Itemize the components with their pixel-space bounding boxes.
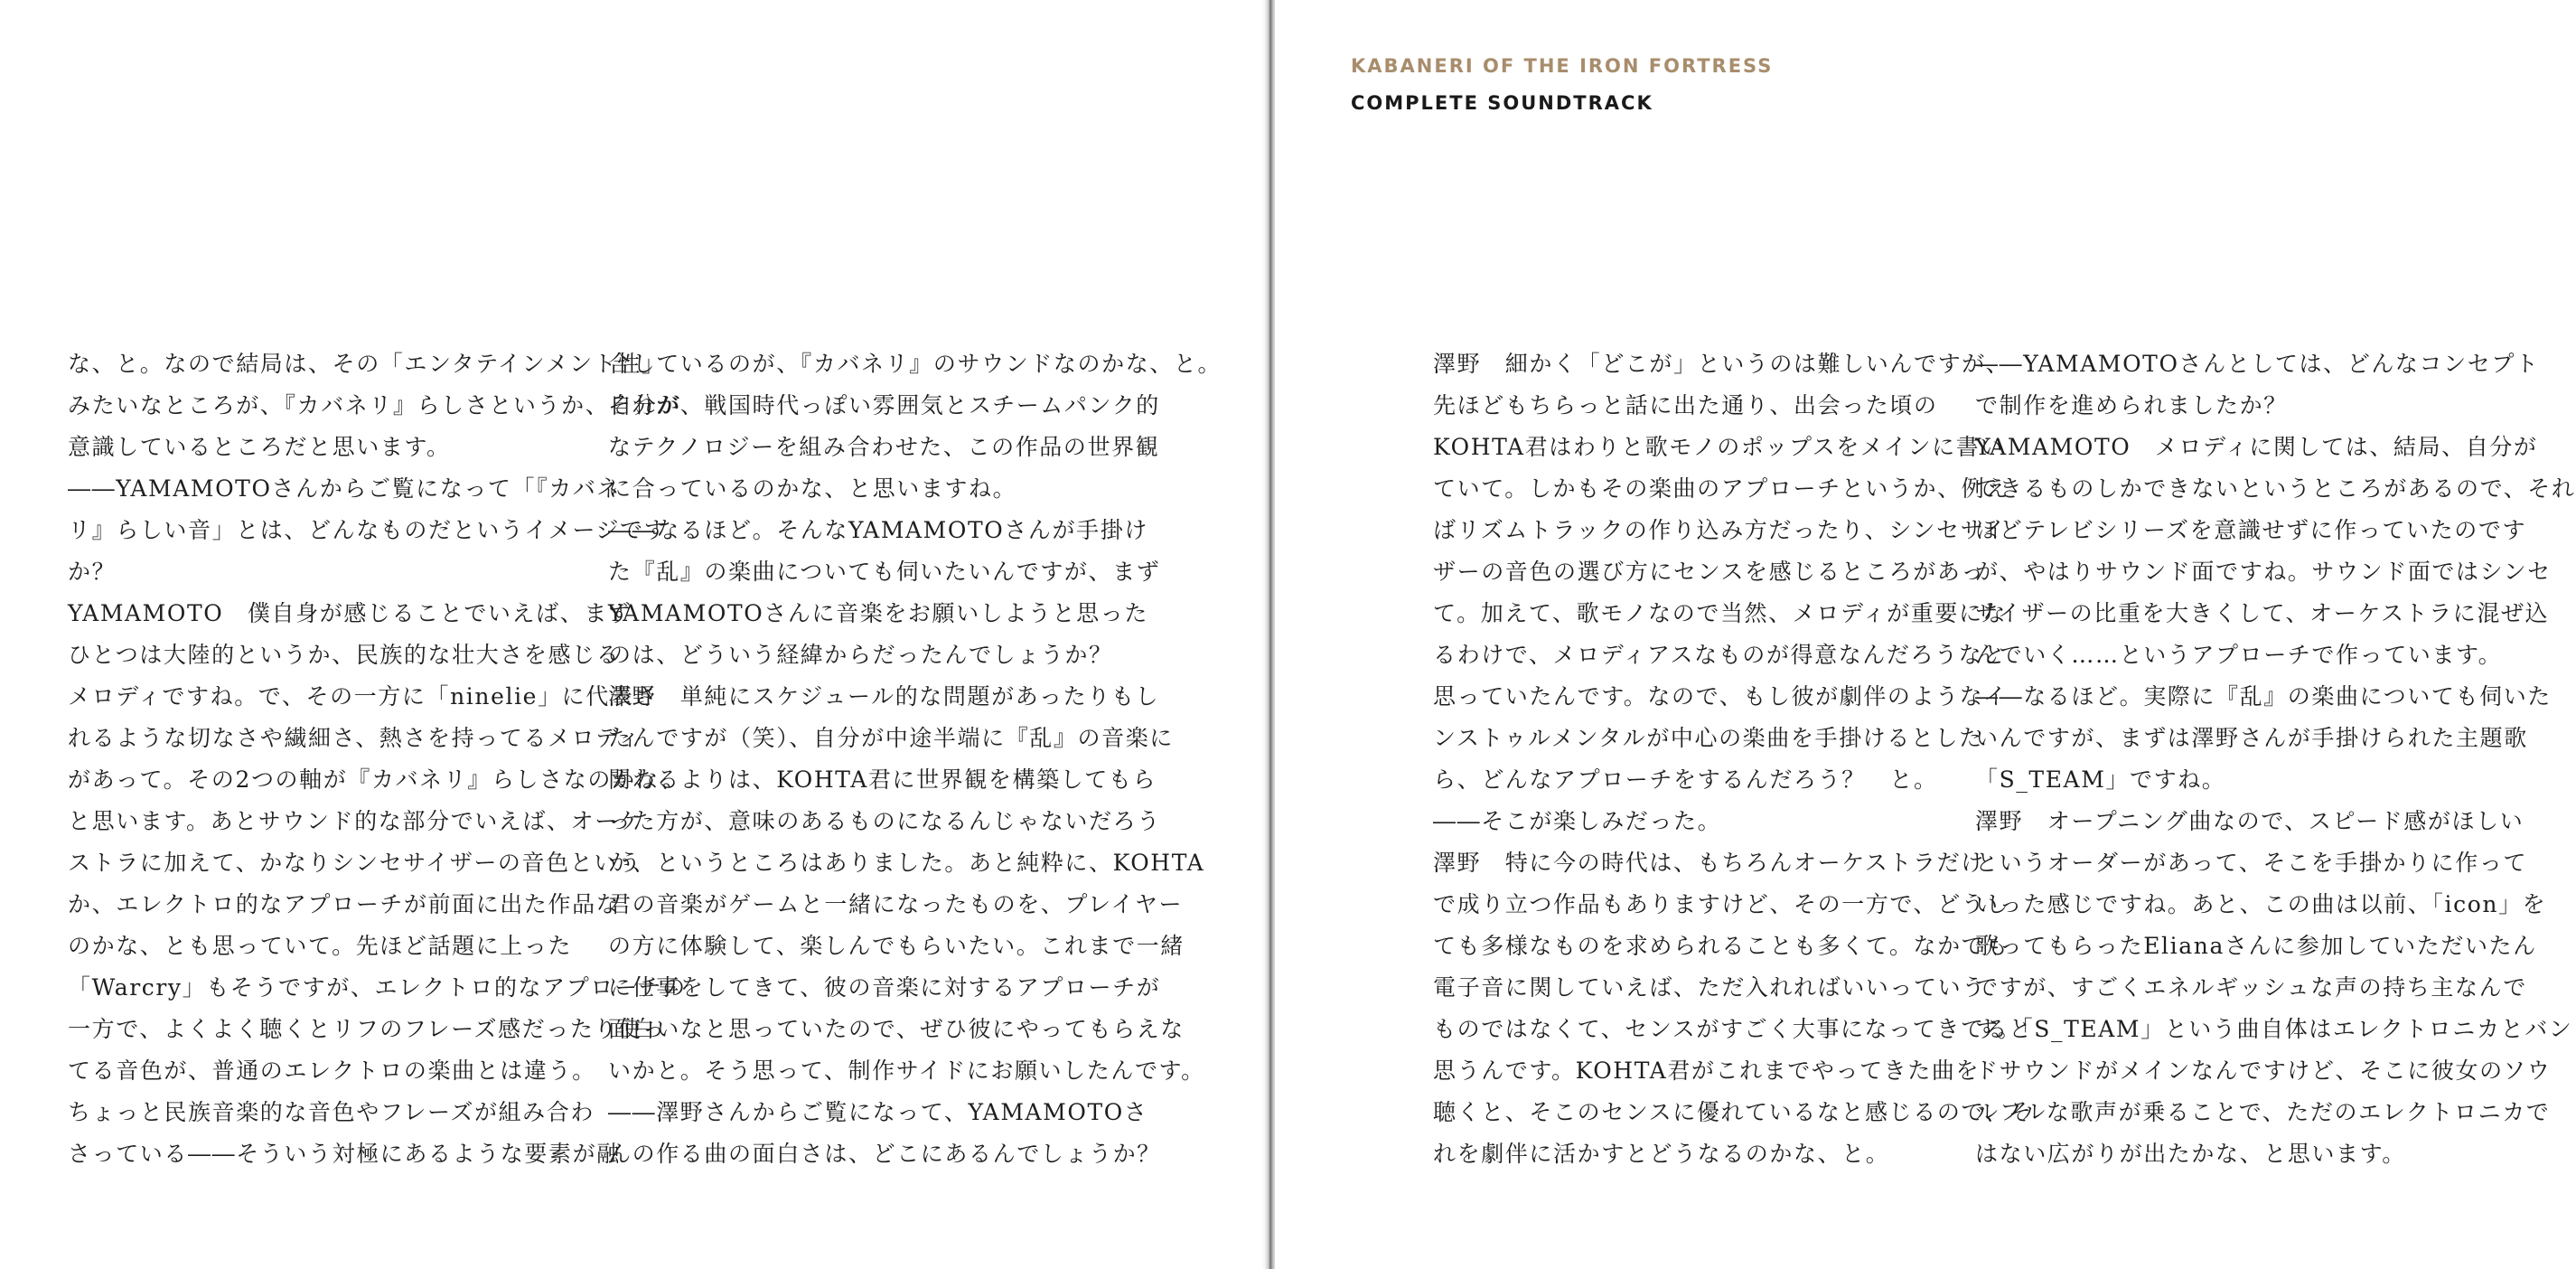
- text-line: 思うんです。KOHTA君がこれまでやってきた曲を: [1433, 1058, 1981, 1084]
- text-line: サイザーの比重を大きくして、オーケストラに混ぜ込: [1975, 600, 2550, 626]
- text-line: ンストゥルメンタルが中心の楽曲を手掛けるとした: [1433, 725, 1983, 751]
- text-line: たんですが（笑）、自分が中途半端に『乱』の音楽に: [608, 725, 1174, 751]
- text-line: 澤野 特に今の時代は、もちろんオーケストラだけ: [1433, 850, 1985, 876]
- text-line: 電子音に関していえば、ただ入れればいいっていう: [1433, 974, 1986, 1001]
- text-line: てる音色が、普通のエレクトロの楽曲とは違う。: [68, 1058, 596, 1084]
- text-line: な、と。なので結局は、その「エンタテインメント性」: [68, 351, 666, 377]
- text-line: 先ほどもちらっと話に出た通り、出会った頃の: [1433, 392, 1938, 418]
- text-line: ものではなくて、センスがすごく大事になってきてると: [1433, 1016, 2033, 1042]
- text-line: YAMAMOTOさんに音楽をお願いしようと思った: [608, 600, 1148, 626]
- text-line: 思っていたんです。なので、もし彼が劇伴のようなイ: [1433, 683, 2008, 710]
- text-line: れるような切なさや繊細さ、熱さを持ってるメロディ: [68, 725, 642, 751]
- text-column-3: [1433, 343, 2033, 1175]
- text-line: ほどテレビシリーズを意識せずに作っていたのです: [1975, 517, 2527, 543]
- text-line: できるものしかできないというところがあるので、それ: [1975, 475, 2576, 502]
- text-line: 聴くと、そこのセンスに優れているなと感じるので、そ: [1433, 1099, 2033, 1125]
- text-line: ストラに加えて、かなりシンセサイザーの音色という: [68, 850, 642, 876]
- text-line: リ』らしい音」とは、どんなものだというイメージです: [68, 517, 669, 543]
- text-line: なテクノロジーを組み合わせた、この作品の世界観: [608, 434, 1160, 460]
- text-line: YAMAMOTO メロディに関しては、結局、自分が: [1975, 434, 2538, 460]
- text-line: ちょっと民族音楽的な音色やフレーズが組み合わ: [68, 1099, 595, 1125]
- text-line: ですが、すごくエネルギッシュな声の持ち主なんで: [1975, 974, 2527, 1001]
- text-line: 澤野 細かく「どこが」というのは難しいんですが、: [1433, 351, 2010, 377]
- text-line: ルフルな歌声が乗ることで、ただのエレクトロニカで: [1975, 1099, 2551, 1125]
- text-line: 一方で、よくよく聴くとリフのフレーズ感だったり使っ: [68, 1016, 667, 1042]
- text-line: ても多様なものを求められることも多くて。なかでも: [1433, 933, 2009, 959]
- text-line: んの作る曲の面白さは、どこにあるんでしょうか？: [608, 1141, 1161, 1167]
- text-line: 歌ってもらったElianaさんに参加していただいたん: [1975, 933, 2537, 959]
- text-line: みたいなところが、『カバネリ』らしさというか、自分が: [68, 392, 682, 418]
- text-line: ――YAMAMOTOさんからご覧になって「『カバネ: [68, 475, 622, 502]
- text-line: か？: [68, 559, 117, 585]
- text-line: ――そこが楽しみだった。: [1433, 808, 1722, 834]
- text-line: か、というところはありました。あと純粋に、KOHTA: [608, 850, 1205, 876]
- text-line: 合しているのが、『カバネリ』のサウンドなのかな、と。: [608, 351, 1222, 377]
- text-line: ――なるほど。そんなYAMAMOTOさんが手掛け: [608, 517, 1148, 543]
- text-line: 「S_TEAM」ですね。: [1975, 766, 2226, 793]
- text-column-2: [608, 343, 1222, 1175]
- text-line: YAMAMOTO 僕自身が感じることでいえば、まず: [68, 600, 632, 626]
- text-line: て。加えて、歌モノなので当然、メロディが重要にな: [1433, 600, 2008, 626]
- text-line: 澤野 オープニング曲なので、スピード感がほしい: [1975, 808, 2524, 834]
- text-line: いんですが、まずは澤野さんが手掛けられた主題歌: [1975, 725, 2528, 751]
- left-page: [0, 0, 1269, 1269]
- text-line: いった感じですね。あと、この曲は以前、「icon」を: [1975, 891, 2547, 917]
- page-header: [1351, 52, 1773, 117]
- text-line: ばリズムトラックの作り込み方だったり、シンセサイ: [1433, 517, 2008, 543]
- text-line: す。「S_TEAM」という曲自体はエレクトロニカとバン: [1975, 1016, 2573, 1042]
- text-line: で制作を進められましたか？: [1975, 392, 2288, 418]
- text-line: があって。その2つの軸が『カバネリ』らしさなのかな、: [68, 766, 684, 793]
- text-line: というオーダーがあって、そこを手掛かりに作って: [1975, 850, 2528, 876]
- text-line: か、エレクトロ的なアプローチが前面に出た作品な: [68, 891, 621, 917]
- text-line: はない広がりが出たかな、と思います。: [1975, 1141, 2406, 1167]
- text-line: ドサウンドがメインなんですけど、そこに彼女のソウ: [1975, 1058, 2552, 1084]
- text-line: の方に体験して、楽しんでもらいたい。これまで一緒: [608, 933, 1185, 959]
- text-line: ――澤野さんからご覧になって、YAMAMOTOさ: [608, 1099, 1148, 1125]
- text-line: れを劇伴に活かすとどうなるのかな、と。: [1433, 1141, 1890, 1167]
- text-line: ていて。しかもその楽曲のアプローチというか、例え: [1433, 475, 2009, 502]
- text-line: KOHTA君はわりと歌モノのポップスをメインに書い: [1433, 434, 2004, 460]
- text-line: るわけで、メロディアスなものが得意なんだろうなと: [1433, 642, 2007, 668]
- text-line: に合っているのかな、と思いますね。: [608, 475, 1017, 502]
- text-line: ――なるほど。実際に『乱』の楽曲についても伺いた: [1975, 683, 2552, 710]
- text-line: と思います。あとサウンド的な部分でいえば、オーケ: [68, 808, 643, 834]
- text-line: 関わるよりは、KOHTA君に世界観を構築してもら: [608, 766, 1157, 793]
- text-line: いかと。そう思って、制作サイドにお願いしたんです。: [608, 1058, 1205, 1084]
- text-line: 意識しているところだと思います。: [68, 434, 451, 460]
- text-line: 「Warcry」もそうですが、エレクトロ的なアプローチの: [68, 974, 687, 1001]
- text-line: それが、戦国時代っぽい雰囲気とスチームパンク的: [608, 392, 1160, 418]
- text-line: ――YAMAMOTOさんとしては、どんなコンセプト: [1975, 351, 2540, 377]
- album-title: KABANERI OF THE IRON FORTRESS: [1351, 55, 1774, 77]
- text-line: ザーの音色の選び方にセンスを感じるところがあっ: [1433, 559, 1985, 585]
- text-line: のは、どういう経緯からだったんでしょうか？: [608, 642, 1113, 668]
- text-line: ひとつは大陸的というか、民族的な壮大さを感じる: [68, 642, 621, 668]
- text-line: 面白いなと思っていたので、ぜひ彼にやってもらえな: [608, 1016, 1185, 1042]
- text-line: った方が、意味のあるものになるんじゃないだろう: [608, 808, 1161, 834]
- text-line: 澤野 単純にスケジュール的な問題があったりもし: [608, 683, 1160, 710]
- text-column-4: [1975, 343, 2576, 1175]
- text-line: さっている――そういう対極にあるような要素が融: [68, 1141, 621, 1167]
- text-line: に仕事をしてきて、彼の音楽に対するアプローチが: [608, 974, 1161, 1001]
- text-line: んでいく……というアプローチで作っています。: [1975, 642, 2503, 668]
- text-line: メロディですね。で、その一方に「ninelie」に代表さ: [68, 683, 659, 710]
- text-line: で成り立つ作品もありますけど、その一方で、どうし: [1433, 891, 2009, 917]
- text-line: のかな、とも思っていて。先ほど話題に上った: [68, 933, 573, 959]
- text-line: た『乱』の楽曲についても伺いたいんですが、まず: [608, 559, 1161, 585]
- album-subtitle: COMPLETE SOUNDTRACK: [1351, 92, 1653, 114]
- text-column-1: [68, 343, 687, 1175]
- text-line: が、やはりサウンド面ですね。サウンド面ではシンセ: [1975, 559, 2552, 585]
- text-line: ら、どんなアプローチをするんだろう？ と。: [1433, 766, 1938, 793]
- text-line: 君の音楽がゲームと一緒になったものを、プレイヤー: [608, 891, 1184, 917]
